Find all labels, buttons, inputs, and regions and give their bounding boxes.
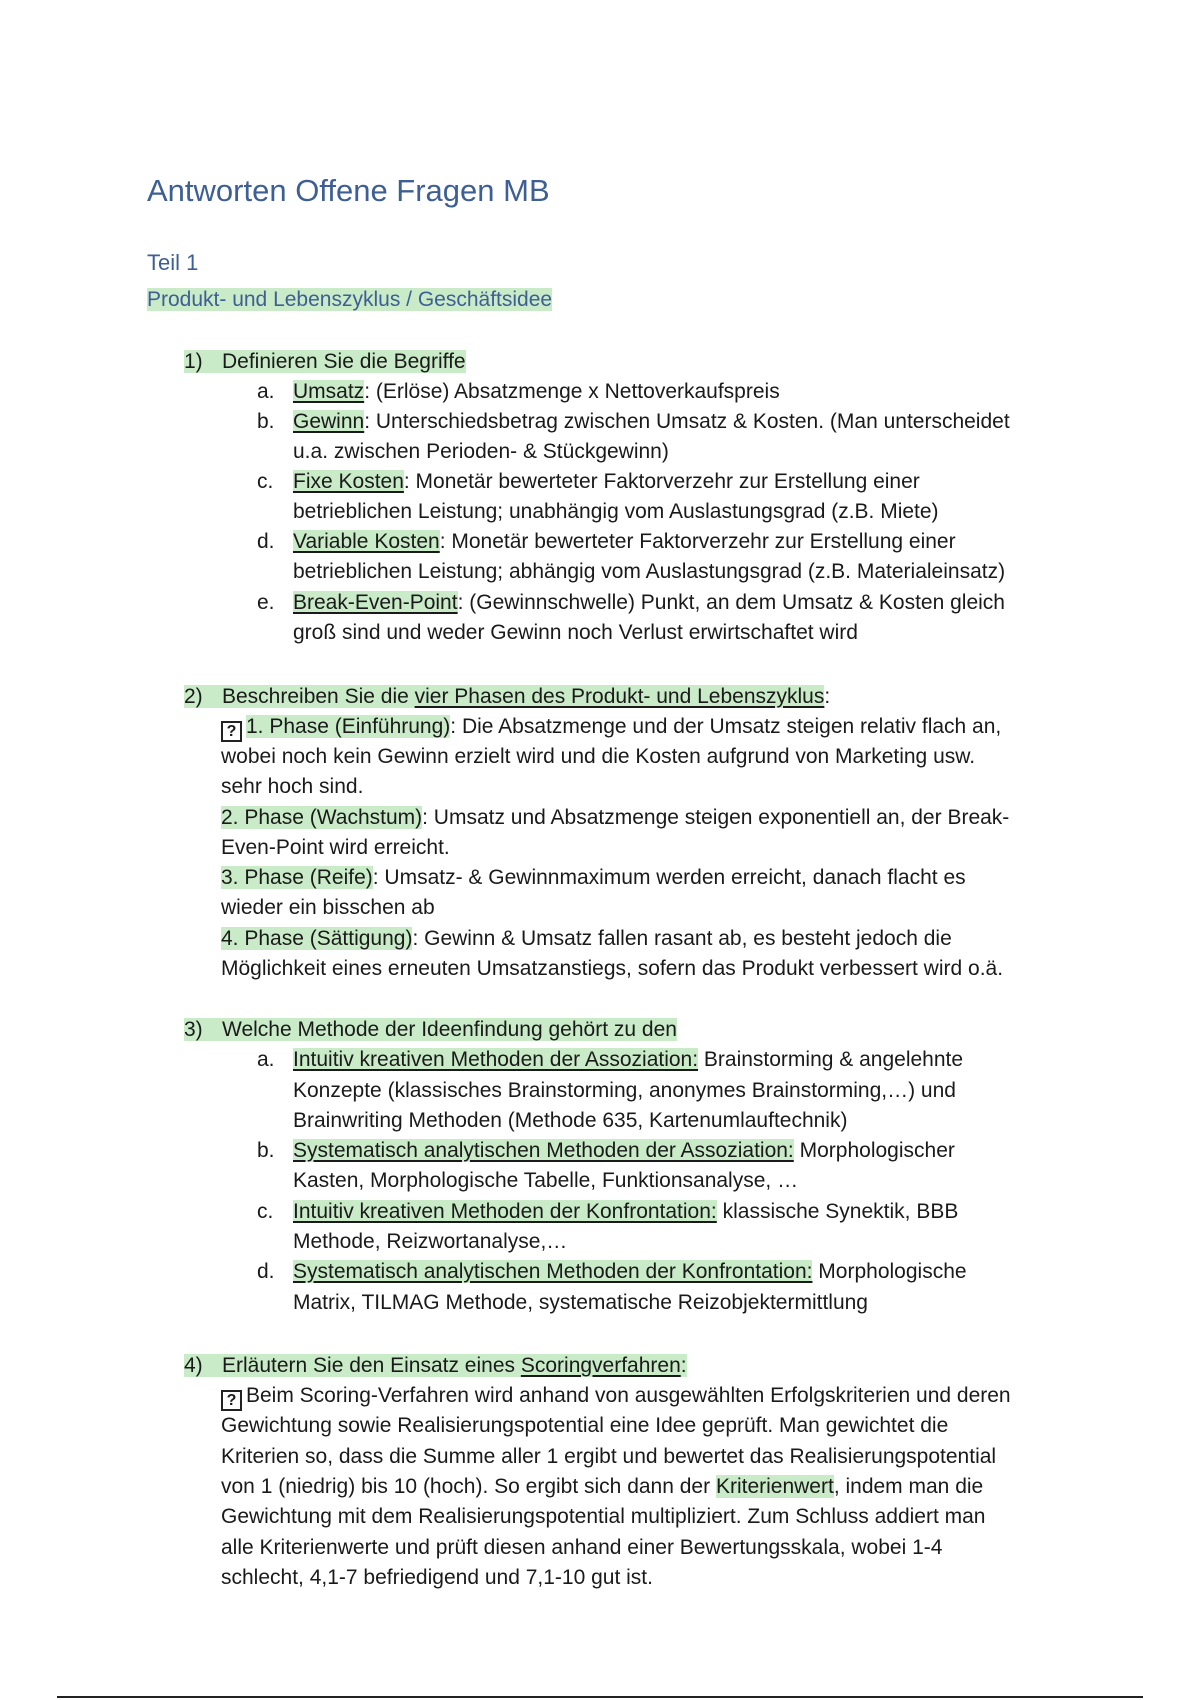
answer-line xyxy=(221,1472,983,1502)
method-text: Brainwriting Methoden (Methode 635, Kartenumlauftechnik) xyxy=(293,1109,848,1132)
section-heading: Teil 1 xyxy=(147,250,199,275)
q3-heading-text: Welche Methode der Ideenfindung gehört zu den xyxy=(222,1018,677,1041)
method-text: Matrix, TILMAG Methode, systematische Reizobjektermittlung xyxy=(293,1291,868,1314)
definition-continuation: betrieblichen Leistung; unabhängig vom Auslastungsgrad (z.B. Miete) xyxy=(293,500,939,523)
term: Break-Even-Point xyxy=(293,591,458,614)
answer-line xyxy=(221,1381,1011,1411)
phase-4 xyxy=(221,924,952,954)
q2-number: 2) xyxy=(184,685,203,708)
item-letter: a. xyxy=(257,1048,275,1071)
answer-text: , indem man die xyxy=(833,1475,984,1498)
definition: : Monetär bewerteter Faktorverzehr zur Erstellung einer xyxy=(439,530,956,553)
phase-1 xyxy=(221,712,1001,742)
page-title: Antworten Offene Fragen MB xyxy=(147,173,550,208)
item-letter: d. xyxy=(257,1260,275,1283)
question-box-icon: ? xyxy=(221,721,242,742)
question-box-icon: ? xyxy=(221,1390,242,1411)
term: Umsatz xyxy=(293,380,365,403)
method-text: Kasten, Morphologische Tabelle, Funktionsanalyse, … xyxy=(293,1169,799,1192)
q2-heading xyxy=(184,682,830,712)
method-term: Intuitiv kreativen Methoden der Assoziation: xyxy=(293,1048,699,1071)
q4-number: 4) xyxy=(184,1354,203,1377)
phase-text: : Umsatz- & Gewinnmaximum werden erreicht, danach flacht es xyxy=(372,866,966,889)
answer-line: alle Kriterienwerte und prüft diesen anhand einer Bewertungsskala, wobei 1-4 xyxy=(221,1536,943,1559)
method-text: Morphologische xyxy=(812,1260,967,1283)
q1-number: 1) xyxy=(184,350,203,373)
q2-heading-text: Beschreiben Sie die xyxy=(222,685,415,708)
q1-heading-text: Definieren Sie die Begriffe xyxy=(222,350,466,373)
q4-heading-text: Erläutern Sie den Einsatz eines xyxy=(222,1354,521,1377)
item-letter: b. xyxy=(257,1139,275,1162)
definition-continuation: u.a. zwischen Perioden- & Stückgewinn) xyxy=(293,440,669,463)
q3-heading xyxy=(184,1015,677,1045)
method-term: Systematisch analytischen Methoden der Assoziation: xyxy=(293,1139,794,1162)
answer-line: Kriterien so, dass die Summe aller 1 ergibt und bewertet das Realisierungspotential xyxy=(221,1445,997,1468)
answer-text: Beim Scoring-Verfahren wird anhand von ausgewählten Erfolgskriterien und deren xyxy=(246,1384,1011,1407)
q2-heading-emphasis: vier Phasen des Produkt- und Lebenszyklus xyxy=(414,685,825,708)
q4-heading-emphasis: Scoringverfahren xyxy=(520,1354,681,1377)
list-item xyxy=(257,588,1005,618)
phase-3 xyxy=(221,863,966,893)
definition: : Monetär bewerteter Faktorverzehr zur Erstellung einer xyxy=(403,470,920,493)
item-letter: d. xyxy=(257,530,275,553)
definition: : (Gewinnschwelle) Punkt, an dem Umsatz & Kosten gleich xyxy=(457,591,1005,614)
list-item xyxy=(257,407,1010,437)
phase-text: : Gewinn & Umsatz fallen rasant ab, es besteht jedoch die xyxy=(412,927,952,950)
item-letter: c. xyxy=(257,470,274,493)
phase-label: 2. Phase (Wachstum) xyxy=(221,806,423,829)
list-item xyxy=(257,1045,963,1075)
definition: : (Erlöse) Absatzmenge x Nettoverkaufspreis xyxy=(364,380,780,403)
answer-line: Gewichtung mit dem Realisierungspotential multipliziert. Zum Schluss addiert man xyxy=(221,1505,986,1528)
list-item xyxy=(257,377,780,407)
method-text: klassische Synektik, BBB xyxy=(716,1200,959,1223)
answer-line: Gewichtung sowie Realisierungspotential eine Idee geprüft. Man gewichtet die xyxy=(221,1414,949,1437)
q4-heading xyxy=(184,1351,687,1381)
list-item xyxy=(257,1197,958,1227)
phase-text: Even-Point wird erreicht. xyxy=(221,836,450,859)
item-letter: e. xyxy=(257,591,275,614)
phase-label: 4. Phase (Sättigung) xyxy=(221,927,413,950)
answer-text: von 1 (niedrig) bis 10 (hoch). So ergibt sich dann der xyxy=(221,1475,716,1498)
definition-continuation: betrieblichen Leistung; abhängig vom Auslastungsgrad (z.B. Materialeinsatz) xyxy=(293,560,1006,583)
method-text: Brainstorming & angelehnte xyxy=(698,1048,964,1071)
answer-line: schlecht, 4,1-7 befriedigend und 7,1-10 gut ist. xyxy=(221,1566,653,1589)
phase-2 xyxy=(221,803,1009,833)
list-item xyxy=(257,1257,967,1287)
list-item xyxy=(257,1136,955,1166)
item-letter: a. xyxy=(257,380,275,403)
list-item xyxy=(257,527,956,557)
method-term: Intuitiv kreativen Methoden der Konfrontation: xyxy=(293,1200,717,1223)
method-text: Morphologischer xyxy=(793,1139,955,1162)
phase-label: 1. Phase (Einführung) xyxy=(246,715,451,738)
phase-text: wobei noch kein Gewinn erzielt wird und die Kosten aufgrund von Marketing usw. xyxy=(221,745,976,768)
q1-heading xyxy=(184,347,466,377)
phase-text: sehr hoch sind. xyxy=(221,775,364,798)
definition: : Unterschiedsbetrag zwischen Umsatz & Kosten. (Man unterscheidet xyxy=(364,410,1010,433)
method-term: Systematisch analytischen Methoden der Konfrontation: xyxy=(293,1260,813,1283)
method-text: Konzepte (klassisches Brainstorming, anonymes Brainstorming,…) und xyxy=(293,1079,956,1102)
phase-label: 3. Phase (Reife) xyxy=(221,866,373,889)
definition-continuation: groß sind und weder Gewinn noch Verlust erwirtschaftet wird xyxy=(293,621,858,644)
section-subtitle xyxy=(147,288,552,312)
term: Gewinn xyxy=(293,410,365,433)
phase-text: : Die Absatzmenge und der Umsatz steigen relativ flach an, xyxy=(450,715,1002,738)
phase-text: Möglichkeit eines erneuten Umsatzanstiegs, sofern das Produkt verbessert wird o.ä. xyxy=(221,957,1004,980)
q4-heading-colon: : xyxy=(680,1354,687,1377)
phase-text: wieder ein bisschen ab xyxy=(221,896,435,919)
page-bottom-divider xyxy=(57,1696,1143,1698)
q3-number: 3) xyxy=(184,1018,203,1041)
item-letter: b. xyxy=(257,410,275,433)
term: Variable Kosten xyxy=(293,530,440,553)
phase-text: : Umsatz und Absatzmenge steigen exponentiell an, der Break- xyxy=(422,806,1010,829)
item-letter: c. xyxy=(257,1200,274,1223)
method-text: Methode, Reizwortanalyse,… xyxy=(293,1230,568,1253)
term: Fixe Kosten xyxy=(293,470,404,493)
list-item xyxy=(257,467,920,497)
highlighted-term: Kriterienwert xyxy=(715,1475,834,1498)
subtitle-text: Produkt- und Lebenszyklus / Geschäftsidee xyxy=(147,288,553,311)
q2-heading-colon: : xyxy=(824,685,831,708)
